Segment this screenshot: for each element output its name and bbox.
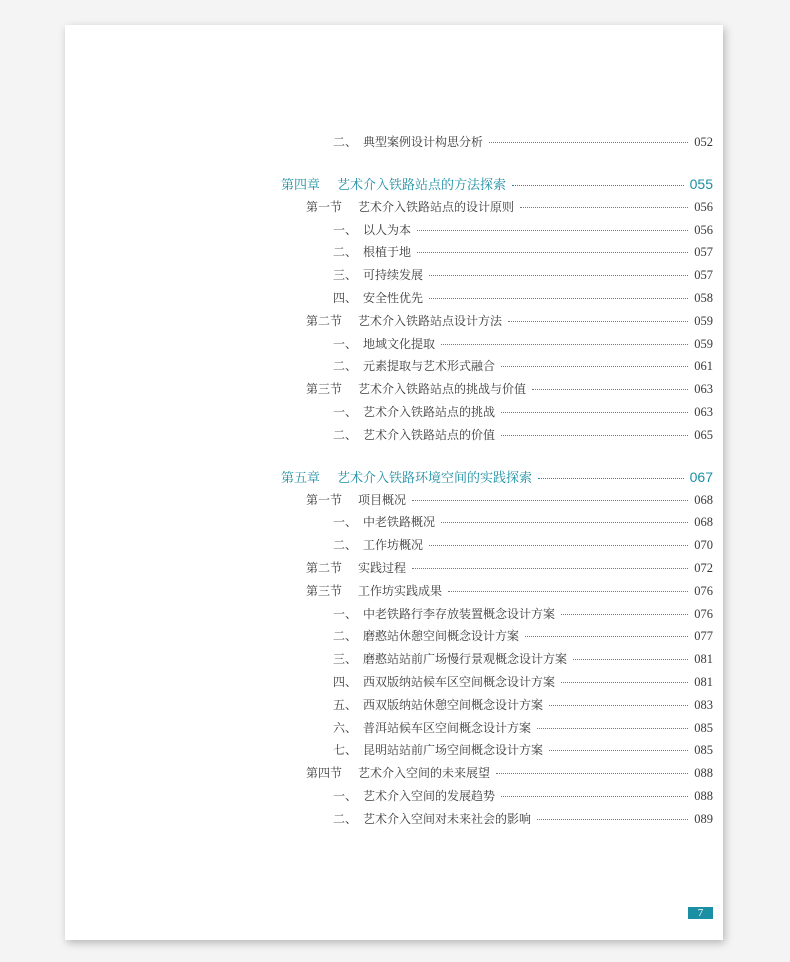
toc-item[interactable] <box>281 787 713 810</box>
toc-number: 二、 <box>333 427 358 442</box>
toc-number: 第四节 <box>306 766 343 781</box>
book-page <box>65 25 723 940</box>
toc-page: 056 <box>694 222 713 237</box>
toc-chapter[interactable] <box>281 467 713 491</box>
toc-page: 085 <box>694 720 713 735</box>
dot-leader <box>532 389 688 390</box>
toc-number: 一、 <box>333 788 358 803</box>
toc-section[interactable] <box>281 312 713 335</box>
dot-leader <box>549 750 688 751</box>
dot-leader <box>537 728 688 729</box>
toc-item[interactable] <box>281 335 713 358</box>
toc-page: 055 <box>689 175 713 192</box>
dot-leader <box>501 366 688 367</box>
toc-title: 艺术介入空间的未来展望 <box>358 766 491 781</box>
toc-item[interactable] <box>281 627 713 650</box>
toc-number: 第二节 <box>306 313 343 328</box>
toc-page: 070 <box>694 538 713 553</box>
toc-page: 089 <box>694 811 713 826</box>
dot-leader <box>429 545 688 546</box>
toc-item[interactable] <box>281 426 713 449</box>
toc-page: 068 <box>694 515 713 530</box>
toc-title: 根植于地 <box>363 245 412 260</box>
toc-title: 艺术介入铁路站点的方法探索 <box>337 177 507 193</box>
toc-item[interactable] <box>281 403 713 426</box>
toc-number: 第一节 <box>306 492 343 507</box>
toc-title: 中老铁路行李存放装置概念设计方案 <box>363 606 556 621</box>
toc-page: 081 <box>694 674 713 689</box>
toc-page: 076 <box>694 583 713 598</box>
toc-number: 第五章 <box>281 470 321 486</box>
toc-title: 典型案例设计构思分析 <box>363 135 484 149</box>
toc-title: 艺术介入空间对未来社会的影响 <box>363 811 532 826</box>
toc-page: 059 <box>694 336 713 351</box>
dot-leader <box>561 614 688 615</box>
dot-leader <box>512 185 684 186</box>
toc-number: 第一节 <box>306 199 343 214</box>
toc-item[interactable] <box>281 696 713 719</box>
toc-page: 077 <box>694 629 713 644</box>
toc-page: 052 <box>694 135 713 149</box>
toc-section[interactable] <box>281 491 713 514</box>
toc-item[interactable] <box>281 536 713 559</box>
toc-item[interactable] <box>281 357 713 380</box>
toc-item[interactable] <box>281 266 713 289</box>
toc-title: 艺术介入铁路站点的挑战与价值 <box>358 382 527 397</box>
toc-page: 063 <box>694 382 713 397</box>
toc-title: 普洱站候车区空间概念设计方案 <box>363 720 532 735</box>
toc-number: 三、 <box>333 268 358 283</box>
toc-title: 磨憨站休憩空间概念设计方案 <box>363 629 520 644</box>
dot-leader <box>417 230 688 231</box>
toc-page: 058 <box>694 290 713 305</box>
toc-page: 076 <box>694 606 713 621</box>
toc-number: 第二节 <box>306 560 343 575</box>
dot-leader <box>573 659 688 660</box>
toc-number: 第四章 <box>281 177 321 193</box>
spacer <box>281 449 713 467</box>
toc-title: 元素提取与艺术形式融合 <box>363 359 496 374</box>
toc-title: 艺术介入铁路站点的价值 <box>363 427 496 442</box>
toc-title: 可持续发展 <box>363 268 424 283</box>
toc-title: 项目概况 <box>358 492 407 507</box>
table-of-contents <box>281 133 713 833</box>
toc-page: 057 <box>694 268 713 283</box>
dot-leader <box>520 207 688 208</box>
toc-number: 四、 <box>333 290 358 305</box>
dot-leader <box>417 252 688 253</box>
toc-page: 088 <box>694 788 713 803</box>
toc-item[interactable] <box>281 221 713 244</box>
toc-page: 081 <box>694 652 713 667</box>
toc-number: 二、 <box>333 135 358 149</box>
toc-number: 一、 <box>333 404 358 419</box>
toc-title: 艺术介入铁路站点的挑战 <box>363 404 496 419</box>
toc-item[interactable] <box>281 133 713 156</box>
toc-title: 工作坊实践成果 <box>358 583 443 598</box>
dot-leader <box>441 522 688 523</box>
dot-leader <box>496 773 688 774</box>
toc-item[interactable] <box>281 810 713 833</box>
dot-leader <box>561 682 688 683</box>
dot-leader <box>429 275 688 276</box>
toc-title: 艺术介入铁路环境空间的实践探索 <box>337 470 533 486</box>
toc-title: 以人为本 <box>363 222 412 237</box>
toc-title: 西双版纳站休憩空间概念设计方案 <box>363 697 544 712</box>
toc-page: 057 <box>694 245 713 260</box>
toc-page: 059 <box>694 313 713 328</box>
toc-page: 067 <box>689 468 713 485</box>
toc-number: 二、 <box>333 538 358 553</box>
toc-page: 072 <box>694 560 713 575</box>
dot-leader <box>412 500 688 501</box>
toc-title: 艺术介入空间的发展趋势 <box>363 788 496 803</box>
toc-number: 六、 <box>333 720 358 735</box>
toc-number: 二、 <box>333 811 358 826</box>
toc-title: 昆明站站前广场空间概念设计方案 <box>363 743 544 758</box>
toc-page: 088 <box>694 766 713 781</box>
toc-number: 二、 <box>333 245 358 260</box>
toc-page: 083 <box>694 697 713 712</box>
toc-item[interactable] <box>281 650 713 673</box>
toc-number: 一、 <box>333 222 358 237</box>
toc-number: 一、 <box>333 515 358 530</box>
dot-leader <box>501 435 688 436</box>
toc-section[interactable] <box>281 559 713 582</box>
toc-page: 085 <box>694 743 713 758</box>
toc-item[interactable] <box>281 289 713 312</box>
toc-title: 艺术介入铁路站点的设计原则 <box>358 199 515 214</box>
toc-number: 五、 <box>333 697 358 712</box>
dot-leader <box>412 568 688 569</box>
toc-item[interactable] <box>281 243 713 266</box>
page-number: 7 <box>688 907 713 919</box>
dot-leader <box>508 321 688 322</box>
toc-section[interactable] <box>281 582 713 605</box>
dot-leader <box>525 636 688 637</box>
toc-item[interactable] <box>281 741 713 764</box>
dot-leader <box>448 591 688 592</box>
dot-leader <box>501 796 688 797</box>
toc-number: 四、 <box>333 674 358 689</box>
toc-number: 三、 <box>333 652 358 667</box>
toc-number: 一、 <box>333 336 358 351</box>
toc-title: 磨憨站站前广场慢行景观概念设计方案 <box>363 652 568 667</box>
toc-section[interactable] <box>281 198 713 221</box>
toc-item[interactable] <box>281 719 713 742</box>
toc-item[interactable] <box>281 513 713 536</box>
dot-leader <box>537 819 688 820</box>
toc-title: 艺术介入铁路站点设计方法 <box>358 313 503 328</box>
toc-title: 地域文化提取 <box>363 336 436 351</box>
toc-item[interactable] <box>281 605 713 628</box>
spacer <box>281 156 713 174</box>
toc-page: 063 <box>694 404 713 419</box>
dot-leader <box>549 705 688 706</box>
dot-leader <box>538 478 684 479</box>
toc-title: 工作坊概况 <box>363 538 424 553</box>
dot-leader <box>429 298 688 299</box>
toc-page: 065 <box>694 427 713 442</box>
toc-title: 安全性优先 <box>363 290 424 305</box>
toc-title: 西双版纳站候车区空间概念设计方案 <box>363 674 556 689</box>
dot-leader <box>441 344 688 345</box>
toc-item[interactable] <box>281 673 713 696</box>
toc-section[interactable] <box>281 764 713 787</box>
dot-leader <box>489 142 688 143</box>
toc-number: 二、 <box>333 359 358 374</box>
toc-number: 第三节 <box>306 583 343 598</box>
toc-section[interactable] <box>281 380 713 403</box>
toc-number: 一、 <box>333 606 358 621</box>
dot-leader <box>501 412 688 413</box>
toc-page: 056 <box>694 199 713 214</box>
toc-number: 二、 <box>333 629 358 644</box>
toc-number: 第三节 <box>306 382 343 397</box>
toc-chapter[interactable] <box>281 174 713 198</box>
toc-page: 061 <box>694 359 713 374</box>
toc-number: 七、 <box>333 743 358 758</box>
toc-title: 实践过程 <box>358 560 407 575</box>
toc-page: 068 <box>694 492 713 507</box>
toc-title: 中老铁路概况 <box>363 515 436 530</box>
